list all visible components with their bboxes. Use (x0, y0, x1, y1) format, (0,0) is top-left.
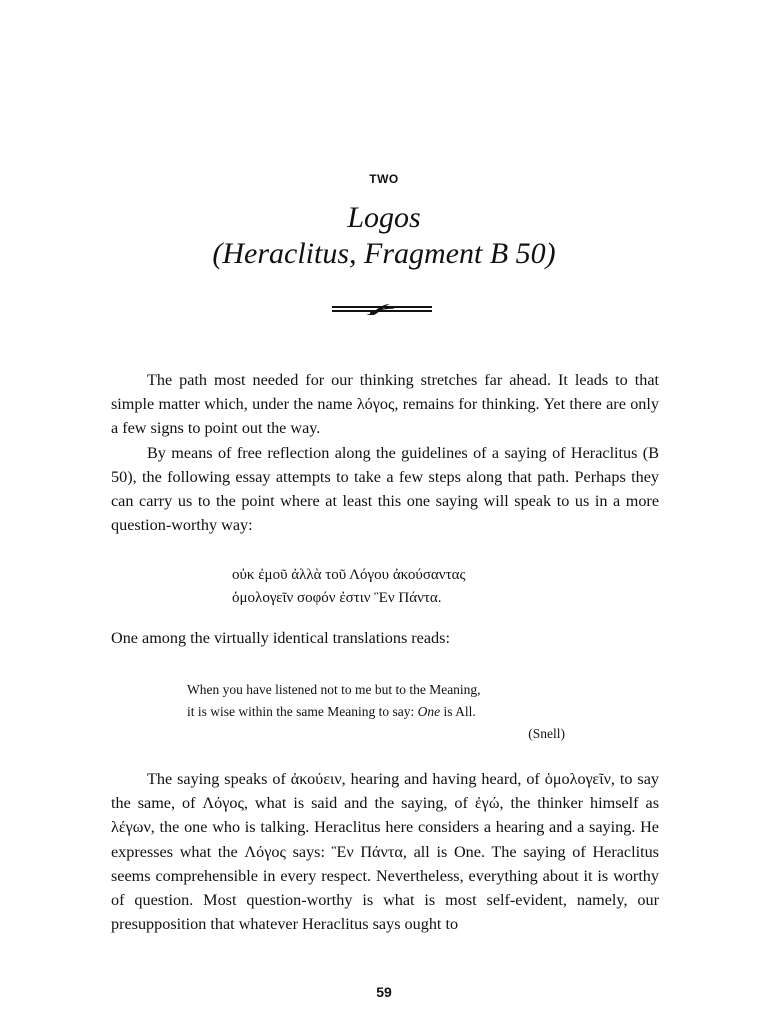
translation-line1: When you have listened not to me but to the Meaning, (187, 682, 481, 697)
paragraph-2: By means of free reflection along the guidelines of a saying of Heraclitus (B 50), the following essay attempts to take a few steps along that path. Perhaps they can carry us to the point where at least this one saying will speak to us in a more question-worthy way: (111, 443, 659, 535)
paragraph-3: The saying speaks of ἀκούειν, hearing and having heard, of ὁμολογεῖν, to say the same, of Λόγος, what is said and the saying, of ἐγώ, the thinker himself as λέγων, the one who is talking. Heraclitus here considers a hearing and a saying. He expresses what the Λόγος says: Ἓν Πάντα, all is One. The saying of Heraclitus seems comprehensible in every respect. Nevertheless, everything about it is worthy of question. Most question-worthy is what is most self-evident, namely, our presupposition that whatever Heraclitus says ought to (111, 770, 659, 934)
chapter-title-line1: Logos (347, 201, 421, 234)
chapter-title-line2: (Heraclitus, Fragment B 50) (212, 237, 556, 270)
greek-fragment-line2: ὁμολογεῖν σοφόν ἐστιν Ἓν Πάντα. (232, 590, 442, 606)
translation-attribution: (Snell) (528, 726, 565, 741)
ornament-divider-icon (330, 300, 434, 318)
translations-intro: One among the virtually identical translations reads: (111, 629, 450, 647)
translation-line2 (187, 701, 567, 723)
chapter-number: TWO (369, 172, 399, 186)
translation-line2-before: it is wise within the same Meaning to say: (187, 704, 418, 719)
chapter-title (0, 200, 768, 272)
greek-fragment-line1: οὐκ ἐμοῦ ἀλλὰ τοῦ Λόγου ἀκούσαντας (232, 567, 466, 583)
translation-line2-after: is All. (440, 704, 476, 719)
translation-line2-emphasis: One (417, 704, 441, 719)
translation-quote (187, 679, 567, 745)
opening-paragraphs (111, 368, 659, 537)
page-number: 59 (376, 984, 392, 1000)
greek-fragment (232, 564, 465, 610)
paragraph-1: The path most needed for our thinking stretches far ahead. It leads to that simple matter which, under the name λόγος, remains for thinking. Yet there are only a few signs to point out the way. (111, 371, 659, 438)
paragraph-3-block (111, 767, 659, 936)
